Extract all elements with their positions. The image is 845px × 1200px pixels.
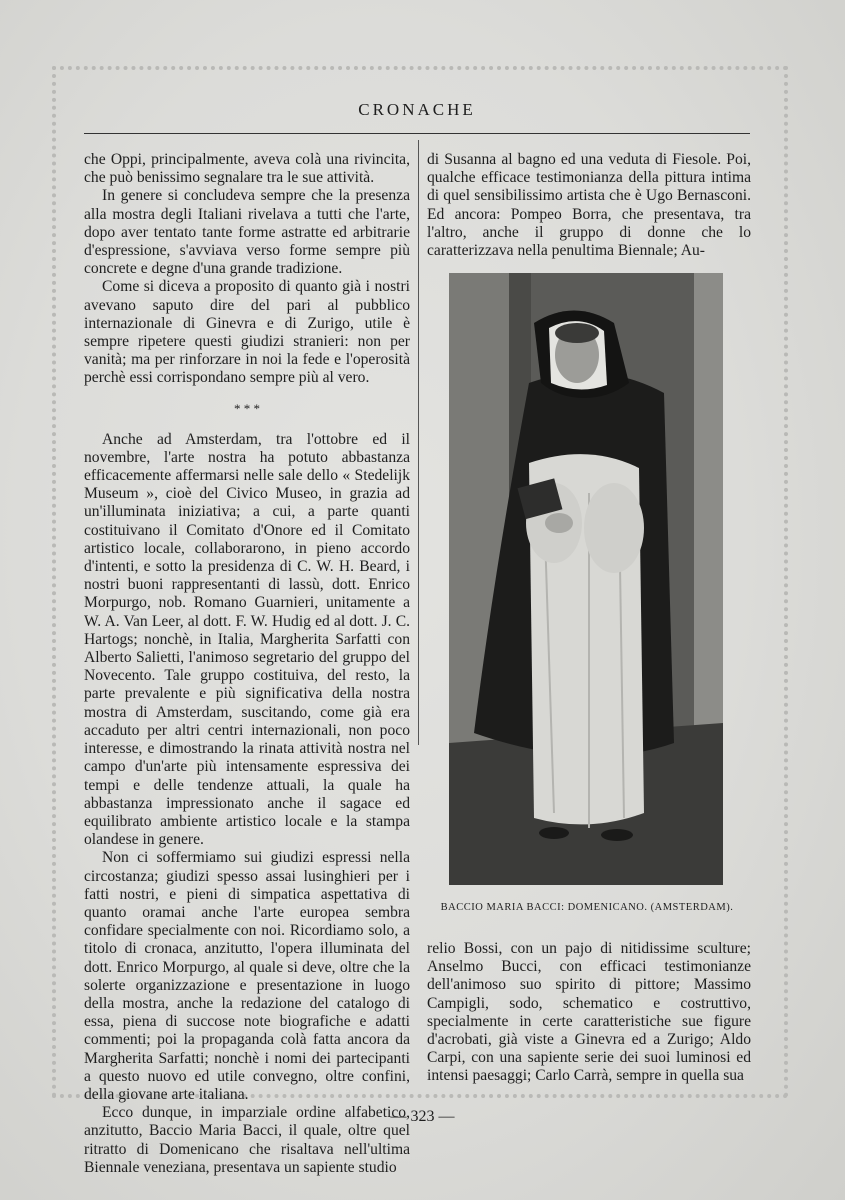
page-number: — 323 — [390,1108,455,1125]
section-separator [84,400,410,416]
paragraph: Ecco dunque, in imparziale ordine alfabetico, anzitutto, Baccio Maria Bacci, il quale, oltre quel ritratto di Domenicano che risaltava nell'ultima Biennale veneziana, presentava un sapiente studio [84,1104,410,1176]
paragraph: Non ci soffermiamo sui giudizi espressi nella circostanza; giudizi spesso assai lusinghieri per i fatti nostri, e pieni di simpatica aspettativa di quanto oramai anche l'arte europea sembra confidare specialmente con noi. Ricordiamo solo, a titolo di cronaca, anzitutto, l'opera illuminata del dott. Enrico Morpurgo, al quale si deve, oltre che la solerte organizzazione e presentazione in luogo della mostra, anche la redazione del catalogo di essa, piena di succose note biografiche e adatti commenti; poi la propaganda colà fatta ancora da Margherita Sarfatti; nonchè i nomi dei partecipanti a questo nuovo ed utile convegno, oltre confini, della giovane arte italiana. [84,849,410,1103]
header-rule [84,133,750,134]
right-column-top [427,151,751,260]
separator-stars: * * * [234,400,260,416]
paragraph: di Susanna al bagno ed una veduta di Fiesole. Poi, qualche efficace testimonianza della pittura intima di quel sensibilissimo artista che è Ugo Bernasconi. Ed ancora: Pompeo Borra, che presentava, tra l'altro, anche il gruppo di donne che lo caratterizzava nella penultima Biennale; Au- [427,151,751,260]
left-column [84,151,410,1177]
paragraph: Anche ad Amsterdam, tra l'ottobre ed il novembre, l'arte nostra ha potuto abbastanza efficacemente affermarsi nelle sale dello « Stedelijk Museum », cioè del Civico Museo, in grazia ad un'illuminata iniziativa; a cui, a parte quanti costituivano il Comitato d'Onore ed il Comitato artistico locale, collaborarono, in pieno accordo d'intenti, e sotto la presidenza di C. W. H. Beard, i nostri buoni rappresentanti di lassù, dott. Enrico Morpurgo, nob. Romano Guarnieri, unitamente a W. A. Van Leer, al dott. F. W. Hudig ed al dott. J. C. Hartogs; nonchè, in Italia, Margherita Sarfatti con Alberto Salietti, l'animoso segretario del gruppo del Novecento. Tale gruppo costituiva, del resto, la parte prevalente e più significativa della nostra mostra di Amsterdam, suscitando, come già era accaduto per altri centri internazionali, non poco interesse, e dimostrando la rinata attività nostra nel campo d'un'arte più intensamente espressiva dei tempi e delle tendenze attuali, la quale ha abbastanza impressionato anche il sagace ed equilibrato ambiente artistico locale e la stampa olandese in genere. [84,430,410,849]
dominican-friar-portrait [449,273,723,885]
painting-image [449,273,723,885]
page-title: CRONACHE [358,100,476,119]
paragraph: relio Bossi, con un pajo di nitidissime sculture; Anselmo Bucci, con efficaci testimonianze dell'animoso suo spirito di pittore; Massimo Campigli, sodo, schematico e costruttivo, specialmente in certe caratteristiche sue figure d'acrobati, già viste a Ginevra ed a Zurigo; Aldo Carpi, con una sapiente serie dei suoi luminosi ed intensi paesaggi; Carlo Carrà, sempre in quella sua [427,940,751,1085]
right-column-bottom [427,940,751,1086]
paragraph: In genere si concludeva sempre che la presenza alla mostra degli Italiani rivelava a tutti che l'arte, dopo aver tentato tante forme astratte ed arbitrarie d'espressione, s'avviava verso forme sempre più concrete e degne d'una grande tradizione. [84,187,410,278]
paragraph: Come si diceva a proposito di quanto già i nostri avevano saputo dire del pari al pubblico internazionale di Ginevra e di Zurigo, utile è sempre ripetere questi giudizi stranieri: non per vanità; ma per rinforzare in noi la fede e l'operosità perchè essi corrispondano sempre più al vero. [84,278,410,387]
paragraph: che Oppi, principalmente, aveva colà una rivincita, che può benissimo segnalare tra le sue attività. [84,151,410,187]
figure-caption: BACCIO MARIA BACCI: DOMENICANO. (AMSTERDAM). [440,902,734,913]
column-rule [418,140,419,745]
